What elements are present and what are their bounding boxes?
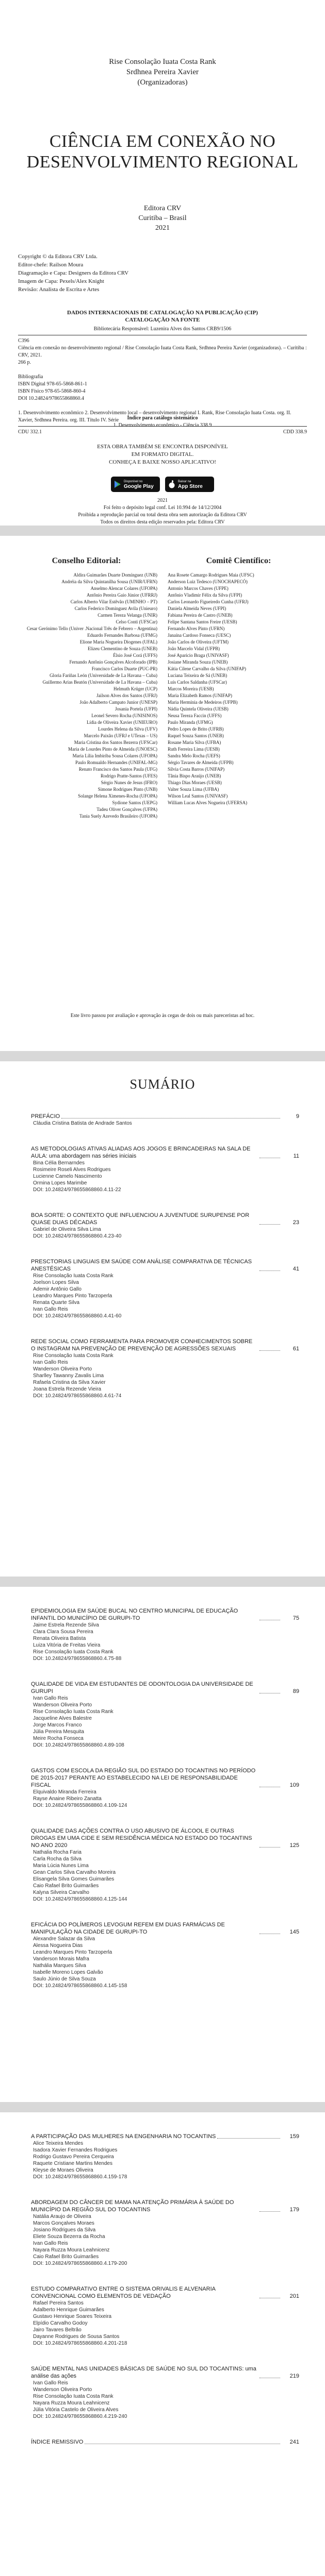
toc-author: Rise Consolação Iuata Costa Rank (33, 1353, 113, 1359)
toc-entry-title: SAÚDE MENTAL NAS UNIDADES BÁSICAS DE SAÚDE NO SUL DO TOCANTINS: uma análise das ações (31, 2366, 256, 2379)
toc-author: Bina Célia Bernarndes (33, 1160, 85, 1166)
toc-author: Gean Carlos Silva Carvalho Moreira (33, 1870, 116, 1875)
board-member: Maria de Lourdes Pinto de Almeida (UNOESC) (68, 747, 157, 752)
toc-entry (31, 2438, 299, 2446)
peer-review-note: Este livro passou por avaliação e aprovação às cegas de dois ou mais pareceristas ad hoc. (70, 1013, 255, 1019)
toc-author: Kleyse de Moraes Oliveira (33, 2167, 93, 2173)
toc-author: Renata Oliveira Batista (33, 1636, 86, 1641)
organizer-2: Srdhnea Pereira Xavier (126, 68, 199, 76)
toc-doi: DOI: 10.24824/978655868860.4.11-22 (33, 1187, 121, 1193)
toc-author: Leandro Marques Pinto Tarzoperla (33, 1950, 112, 1955)
board-member: Neusa Tereza Faccin (UFFS) (168, 713, 222, 718)
toc-author: Josiano Rodrigues da Silva (33, 2227, 96, 2233)
book-title-line-2: DESENVOLVIMENTO REGIONAL (26, 152, 299, 172)
board-member: William Lucas Alves Nogueira (UFERSA) (168, 800, 248, 805)
board-member: Maria Elizabeth Ramos (UNIFAP) (168, 693, 233, 698)
toc-entry (31, 1827, 299, 1903)
google-play-small: Disponível no (124, 480, 143, 483)
scientific-committee-list (163, 572, 315, 806)
toc-author: Rise Consolação Iuata Costa Rank (33, 1709, 113, 1715)
toc-entry-heading[interactable] (31, 2285, 299, 2300)
scientific-committee (163, 556, 315, 820)
board-member: Nádia Quintela Oliveira (UESB) (168, 706, 229, 711)
board-member: Valter Souza Lima (UFBA) (168, 787, 219, 792)
toc-leader-dots (259, 2211, 280, 2212)
toc-author: Gabriel de Oliveira Silva Lima (33, 1227, 101, 1232)
toc-author: Natália Araujo de Oliveira (33, 2214, 91, 2219)
page-copyright (0, 0, 325, 526)
toc-doi: DOI: 10.24824/978655868860.4.125-144 (33, 1896, 127, 1902)
toc-author: Wanderson Oliveira Porto (33, 1366, 92, 1372)
toc-leader-dots (259, 1224, 280, 1225)
page-board (0, 536, 325, 1051)
board-member: Lourdes Helena da Silva (UFV) (98, 726, 157, 732)
catalog-line: C396 (18, 338, 29, 344)
publication-line: 2021 (157, 498, 168, 503)
board-member: Carlos Alberto Vilar Estêvão (UMINHO – PT) (70, 599, 157, 604)
board-member: Francisco Carlos Duarte (PUC-PR) (91, 666, 157, 671)
board-member: Fabiana Pereira de Castro (UNEB) (168, 613, 233, 618)
publication-line: Foi feito o depósito legal conf. Lei 10.994 de 14/12/2004 (103, 505, 222, 511)
copyright-block (18, 252, 307, 294)
toc-page-number: 241 (289, 2439, 299, 2445)
toc-page-number: 9 (296, 1113, 299, 1120)
organizers (0, 57, 325, 88)
board-member: Anderson Luiz Tedesco (UNOCHAPECÓ) (168, 579, 248, 584)
toc-entry-title: ABORDAGEM DO CÂNCER DE MAMA NA ATENÇÃO PRIMÁRIA À SAÚDE DO MUNICÍPIO DA REGIÃO SUL DO TOCANTINS (31, 2199, 234, 2213)
ebook-line: EM FORMATO DIGITAL. (131, 451, 194, 457)
toc-doi: DOI: 10.24824/978655868860.4.23-40 (33, 1233, 122, 1239)
toc-author: Kalyna Silveira Carvalho (33, 1890, 89, 1895)
toc-entry-title: A PARTICIPAÇÃO DAS MULHERES NA ENGENHARIA NO TOCANTINS (31, 2133, 216, 2140)
board-member: Maria Hermínia de Medeiros (UFPB) (168, 700, 238, 705)
catalog-line: 266 p. (18, 360, 31, 365)
toc-author: Dayanne Rodrigues de Sousa Santos (33, 2334, 120, 2340)
board-member: João Carlos de Oliveira (UFTM) (168, 639, 229, 645)
board-member: Simone Rodrigues Pinto (UNB) (98, 787, 157, 792)
toc-author: Leandro Marques Pinto Tarzoperla (33, 1293, 112, 1299)
toc-entry-heading[interactable] (31, 2199, 299, 2213)
toc-author: Jorge Marcos Franco (33, 1722, 82, 1728)
board-member: Josiane Miranda Souza (UNEB) (168, 659, 228, 665)
catalog-line: ISBN Físico 978-65-5868-860-4 (18, 388, 86, 394)
board-member: Carlos Leonardo Figueiredo Cunha (UFRJ) (168, 599, 249, 604)
board-member: Solange Helena Ximenes-Rocha (UFOPA) (78, 793, 157, 799)
catalog-lines (18, 337, 307, 424)
board-member: João Adalberto Campato Junior (UNESP) (79, 700, 157, 705)
editorial-council-title: Conselho Editorial: (52, 556, 121, 565)
toc-entry (31, 1921, 299, 1989)
board-member: Raquel Souza Santos (UNEB) (168, 733, 224, 738)
organizer-1: Rise Consolação Iuata Costa Rank (109, 58, 216, 66)
page-gap (0, 526, 325, 536)
board-member: Fernando Antônio Gonçalves Alcoforado (IPB) (69, 659, 157, 665)
toc-entry (31, 2199, 299, 2267)
cdd-code: CDD 338.9 (283, 429, 307, 435)
toc-doi: DOI: 10.24824/978655868860.4.61-74 (33, 1393, 122, 1399)
google-play-label: Google Play (124, 484, 154, 489)
ebook-line: ESTA OBRA TAMBÉM SE ENCONTRA DISPONÍVEL (97, 444, 228, 450)
board-member: Andréia da Silva Quintanilha Sousa (UNIR/UFRN) (61, 579, 157, 584)
board-member: Kátia Cilene Carvalho da Silva (UNIFAP) (168, 666, 247, 671)
toc-entry (31, 1338, 299, 1399)
toc-author: Cláudia Cristina Batista de Andrade Santos (33, 1121, 132, 1126)
toc-author: Jaime Estrela Rezende Silva (33, 1622, 99, 1628)
board-member: Tadeu Oliver Gonçalves (UFPA) (96, 807, 157, 812)
toc-author: Wanderson Oliveira Porto (33, 2387, 92, 2393)
board-member: Daniela Almeida Neves (UFPI) (168, 606, 226, 611)
board-columns (10, 556, 315, 820)
editorial-council-list (10, 572, 163, 820)
board-member: Lídia de Oliveira Xavier (UNIEURO) (87, 720, 157, 725)
toc-entry-heading[interactable] (31, 1212, 299, 1226)
toc-author: Luiza Vitória de Freitas Vieira (33, 1642, 101, 1648)
board-member: Sérgio Tavares de Almeida (UFPB) (168, 760, 234, 765)
scientific-committee-title: Comitê Científico: (206, 556, 271, 565)
board-member: Rosane Maria Silva (UFBA) (168, 740, 221, 745)
toc-author: Nathalia Rocha Faria (33, 1850, 82, 1855)
toc-list (31, 1113, 299, 1418)
toc-entry-heading[interactable] (31, 2438, 299, 2446)
toc-page-number: 201 (289, 2293, 299, 2299)
toc-author: Adalberto Henrique Guimarães (33, 2307, 104, 2313)
toc-page-number: 159 (289, 2133, 299, 2140)
toc-author: Rosimeire Roseli Alves Rodrigues (33, 1167, 111, 1173)
toc-author: Rafaela Cristina da Silva Xavier (33, 1380, 106, 1385)
catalog-line: Bibliografia (18, 374, 43, 380)
toc-author: Rise Consolação Iuata Costa Rank (33, 1273, 113, 1279)
copyright-line: Editor-chefe: Railson Moura (18, 262, 84, 268)
ebook-notice (0, 443, 325, 466)
toc-entry-title: QUALIDADE DE VIDA EM ESTUDANTES DE ODONTOLOGIA DA UNIVERSIDADE DE GURUPI (31, 1681, 253, 1694)
page-gap (0, 1051, 325, 1061)
board-member: Tânia Bispo Araújo (UNEB) (168, 773, 221, 778)
toc-doi: DOI: 10.24824/978655868860.4.179-200 (33, 2261, 127, 2266)
toc-author: Rafael Pereira Santos (33, 2300, 84, 2306)
toc-doi: DOI: 10.24824/978655868860.4.75-88 (33, 1656, 122, 1662)
toc-page-number: 109 (289, 1782, 299, 1788)
toc-entry (31, 2365, 299, 2420)
toc-doi: DOI: 10.24824/978655868860.4.145-158 (33, 1983, 127, 1989)
toc-leader-dots (259, 1847, 280, 1848)
page-toc-3 (0, 2112, 325, 2576)
toc-author: Ivan Gallo Reis (33, 2380, 68, 2386)
toc-entry-title: GASTOS COM ESCOLA DA REGIÃO SUL DO ESTADO DO TOCANTINS NO PERÍODO DE 2015-2017 PERANTE AO ESTABELECIDO NA LEI DE RESPONSABILIDADE FISCAL (31, 1768, 256, 1788)
board-member: Paulo Miranda (UFMG) (168, 720, 213, 725)
board-member: Eduardo Fernandes Barbosa (UFMG) (87, 633, 157, 638)
board-member: Jailson Alves dos Santos (UFRJ) (96, 693, 157, 698)
board-member: Elione Maria Nogueira Diogenes (UFAL) (79, 639, 157, 645)
toc-leader-dots (259, 1270, 280, 1271)
board-member: Thiago Dias Moraes (UESB) (168, 780, 222, 785)
page-toc-2 (0, 1587, 325, 2102)
toc-author: Alexandre Salazar da Silva (33, 1936, 95, 1942)
toc-author: Alessa Nogueira Dias (33, 1943, 83, 1948)
board-member: Guillermo Arias Beatón (Universidade de La Havana – Cuba) (42, 680, 157, 685)
toc-doi: DOI: 10.24824/978655868860.4.219-240 (33, 2414, 127, 2419)
toc-entry-title: EPIDEMIOLOGIA EM SAÚDE BUCAL NO CENTRO MUNICIPAL DE EDUCAÇÃO INFANTIL DO MUNICÍPIO DE GURUPI-TO (31, 1608, 238, 1621)
toc-entry-title: AS METODOLOGIAS ATIVAS ALIADAS AOS JOGOS E BRINCADEIRAS NA SALA DE AULA: uma abordagem nas séries iniciais (31, 1146, 251, 1159)
catalog-line: Ciência em conexão no desenvolvimento regional / Rise Consolação Iuata Costa Rank, Srdhnea Pereira Xavier (organizadoras). – Curitiba : CRV, 2021. (18, 345, 307, 358)
toc-entry (31, 1681, 299, 1749)
toc-author: Alice Teixeira Mendes (33, 2141, 84, 2146)
board-member: Luís Carlos Saldanha (UFSCar) (168, 680, 227, 685)
board-member: Ruth Ferreira Lima (UESB) (168, 747, 220, 752)
board-member: Celso Conti (UFSCar) (116, 619, 157, 624)
toc-entry-heading[interactable] (31, 1607, 299, 1622)
board-member: Luciana Teixeira de Sá (UNEB) (168, 673, 228, 678)
organizer-role: (Organizadoras) (137, 78, 188, 87)
toc-author: Joelson Lopes Silva (33, 1280, 79, 1285)
toc-author: Renata Quarte Silva (33, 1300, 80, 1306)
toc-author: Isadora Xavier Fernandes Rodrigues (33, 2147, 118, 2153)
toc-entry-heading[interactable] (31, 1338, 299, 1352)
board-member: Sérgio Nunes de Jesus (IFRO) (101, 780, 157, 785)
toc-page-number: 179 (289, 2207, 299, 2213)
catalog-classification (18, 429, 307, 436)
board-member: Marcelo Paixão (UFRJ e UTexas – US) (84, 733, 157, 738)
board-member: Tania Suely Azevedo Brasileiro (UFOPA) (79, 814, 157, 819)
toc-doi: DOI: 10.24824/978655868860.4.41-60 (33, 1313, 122, 1319)
board-member: Leonel Severo Rocha (UNISINOS) (91, 713, 157, 718)
toc-author: Ivan Gallo Reis (33, 1307, 68, 1312)
app-store-small: Baixar na (178, 480, 191, 483)
toc-page-number: 23 (293, 1219, 299, 1226)
toc-author: Nayara Ruzza Moura Leahnicenz (33, 2400, 110, 2406)
toc-entry-title: ESTUDO COMPARATIVO ENTRE O SISTEMA ORIVALIS E ALVENARIA CONVENCIONAL COMO ELEMENTOS DE VEDAÇÃO (31, 2286, 216, 2299)
toc-entry (31, 1607, 299, 1662)
catalog-line: DOI 10.24824/978655868860.4 (18, 396, 85, 401)
app-store-badges (111, 477, 214, 492)
toc-page-number: 61 (293, 1346, 299, 1352)
toc-page-number: 75 (293, 1615, 299, 1621)
board-member: Antonio Marcos Chaves (UFPE) (168, 586, 229, 591)
toc-author: Júlia Pereira Mesquita (33, 1729, 84, 1735)
toc-author: Ivan Gallo Reis (33, 1360, 68, 1365)
board-member: Renato Francisco dos Santos Paula (UFG) (78, 767, 157, 772)
toc-entry-heading[interactable] (31, 2365, 299, 2380)
toc-entry (31, 1113, 299, 1127)
toc-author: Caio Rafael Brito Guimarães (33, 1883, 99, 1889)
google-play-icon (114, 480, 121, 488)
toc-title: SUMÁRIO (129, 1077, 196, 1092)
board-member: Janaína Cardoso Fonseca (UESC) (168, 633, 231, 638)
board-member: Fernando Alves Pinto (UFRN) (168, 626, 225, 631)
toc-author: Jairo Tavares Beltrão (33, 2327, 82, 2333)
editorial-council (10, 556, 163, 820)
board-member: Carlos Federico Dominguez Avila (Unieuro) (74, 606, 157, 611)
toc-author: Nayara Ruzza Moura Leahnicenz (33, 2247, 110, 2253)
board-member: Wilson Leal Santos (UNIVASF) (168, 793, 228, 799)
toc-entry-title: QUALIDADE DAS AÇÕES CONTRA O USO ABUSIVO DE ÁLCOOL E OUTRAS DROGAS EM UMA CIDE E SEM RESIDÊNCIA MÉDICA NO ESTADO DO TOCANTINS NO ANO 2020 (31, 1828, 252, 1849)
toc-author: Sharlley Tawanny Zavalis Lima (33, 1373, 104, 1379)
publisher-year: 2021 (155, 224, 170, 232)
board-member: Felipe Santana Santos Freire (UESB) (168, 619, 237, 624)
toc-author: Rise Consolação Iuata Costa Rank (33, 2394, 113, 2399)
board-member: João Marcelo Vidal (UFPB) (168, 646, 220, 651)
toc-entry-heading[interactable] (31, 1113, 299, 1120)
toc-entry (31, 2133, 299, 2180)
index-line: 1. Desenvolvimento econômico - Ciência 338.9 (113, 422, 212, 428)
page-gap (0, 2102, 325, 2112)
board-member: Elizeu Clementino de Souza (UNEB) (88, 646, 157, 651)
toc-author: Rayse Anaine Ribeiro Zanatta (33, 1796, 102, 1802)
toc-author: Meire Rocha Fonseca (33, 1736, 84, 1741)
toc-author: Caio Rafael Brito Guimarães (33, 2254, 99, 2260)
toc-author: Jacqueline Alves Balestre (33, 1716, 92, 1721)
toc-leader-dots (217, 2138, 280, 2139)
toc-entry-heading[interactable] (31, 1827, 299, 1849)
toc-author: Nathália Marques Silva (33, 1963, 86, 1969)
toc-entry-title: ÍNDICE REMISSIVO (31, 2439, 84, 2445)
board-member: Aldira Guimarães Duarte Domínguez (UNB) (73, 572, 157, 578)
toc-author: Wanderson Oliveira Porto (33, 1702, 92, 1708)
toc-entry (31, 1258, 299, 1319)
publisher-block (0, 204, 325, 233)
toc-page-number: 125 (289, 1842, 299, 1849)
toc-author: Elquivaldo Miranda Ferreira (33, 1789, 96, 1795)
toc-page-number: 89 (293, 1688, 299, 1694)
toc-entry (31, 1145, 299, 1193)
toc-author: Saulo Júnio de Silva Souza (33, 1976, 96, 1982)
toc-author: Ademir Antônio Gallo (33, 1286, 82, 1292)
catalog-line (18, 402, 307, 410)
toc-author: Isabelle Moreno Lopes Galvão (33, 1970, 103, 1975)
board-member: Anselmo Alencar Colares (UFOPA) (90, 586, 157, 591)
app-store-badge[interactable] (165, 477, 214, 492)
copyright-line: Revisão: Analista de Escrita e Artes (18, 286, 100, 293)
toc-entry-title: PREFÁCIO (31, 1113, 60, 1120)
board-member: Pedro Lopes de Brito (UFRB) (168, 726, 224, 732)
toc-entry-heading[interactable] (31, 2133, 299, 2140)
catalog-line: ISBN Digital 978-65-5868-861-1 (18, 381, 87, 387)
toc-page-number: 11 (293, 1153, 299, 1159)
toc-author: Vanderson Morais Mafra (33, 1956, 89, 1962)
toc-doi: DOI: 10.24824/978655868860.4.159-178 (33, 2174, 127, 2180)
publisher-name: Editora CRV (143, 205, 182, 212)
toc-author: Elpídio Carvalho Godoy (33, 2320, 88, 2326)
toc-entry-title: BOA SORTE: O CONTEXTO QUE INFLUENCIOU A JUVENTUDE SURUPENSE POR QUASE DUAS DÉCADAS (31, 1212, 250, 1226)
book-title-line-1: CIÊNCIA EM CONEXÃO NO (49, 132, 276, 151)
toc-entry (31, 1767, 299, 1809)
catalog-librarian: Bibliotecária Responsável: Luzenira Alves dos Santos CRB9/1506 (93, 326, 232, 332)
toc-list (31, 2133, 299, 2464)
catalog-line: 1. Desenvolvimento econômico 2. Desenvolvimento local – desenvolvimento regional I. Rank, Rise Consolação Iuata Costa. org. II. Xavier, Srdhnea Pereira. org. III. Título IV. Série (18, 410, 291, 423)
board-member: Sílvia Costa Barros (UNIFAP) (168, 767, 225, 772)
board-member: Maria Cristina dos Santos Bezerra (UFSCar) (74, 740, 157, 745)
board-member: Gloria Fariñas León (Universidade de La Havana – Cuba) (50, 673, 157, 678)
page-toc-1 (0, 1061, 325, 1577)
toc-page-number: 219 (289, 2373, 299, 2379)
cdu-code: CDU 332.1 (18, 429, 42, 435)
systematic-index (0, 415, 325, 429)
board-member: Maria Lília Imbiriba Sousa Colares (UFOPA) (72, 753, 157, 758)
apple-icon (168, 480, 175, 488)
copyright-line: Imagem de Capa: Pexels/Alex Knight (18, 278, 104, 284)
toc-entry (31, 1212, 299, 1240)
toc-page-number: 145 (289, 1929, 299, 1935)
book-title (0, 131, 325, 173)
publication-line: Todos os direitos desta edição reservados pela: Editora CRV (100, 519, 225, 525)
toc-author: Rodrigo Gustavo Pereira Cerqueira (33, 2154, 114, 2160)
toc-author: Elisangela Silva Gomes Guimarães (33, 1876, 115, 1882)
toc-doi: DOI: 10.24824/978655868860.4.89-108 (33, 1742, 124, 1748)
toc-author: Maria Lúcia Nunes Lima (33, 1863, 89, 1869)
app-store-label: App Store (178, 484, 203, 489)
google-play-badge[interactable] (111, 477, 160, 492)
board-member: José Aparicio Braga (UNIVASF) (168, 653, 229, 658)
toc-doi: DOI: 10.24824/978655868860.4.109-124 (33, 1803, 127, 1808)
copyright-line: Copyright © da Editora CRV Ltda. (18, 253, 98, 260)
toc-author: Marcos Gonçalves Moraes (33, 2221, 94, 2226)
toc-author: Gustavo Henrique Soares Teixeira (33, 2314, 112, 2319)
toc-author: Raquete Cristiane Martins Mendes (33, 2161, 112, 2166)
toc-author: Rise Consolação Iuata Costa Rank (33, 1649, 113, 1655)
board-member: Rodrigo Pratte-Santos (UFES) (101, 773, 157, 778)
toc-author: Carla Rocha da Silva (33, 1856, 82, 1862)
board-member: Paulo Romualdo Hernandes (UNIFAL-MG) (75, 760, 157, 765)
toc-entry-heading[interactable] (31, 1145, 299, 1160)
page-gap (0, 1577, 325, 1587)
board-member: Josania Portela (UFPI) (115, 706, 157, 711)
toc-author: Eliete Souza Bezerra da Rocha (33, 2234, 105, 2240)
board-member: Carmen Tereza Velanga (UNIR) (98, 613, 157, 618)
catalog-line (18, 366, 307, 374)
board-member: Helmuth Krüger (UCP) (113, 686, 157, 691)
toc-entry-heading[interactable] (31, 1681, 299, 1695)
toc-page-number: 41 (293, 1266, 299, 1272)
toc-entry-title: REDE SOCIAL COMO FERRAMENTA PARA PROMOVER CONHECIMENTOS SOBRE O INSTAGRAM NA PREVENÇÃO DE PREVENÇÃO DE AGRESSÕES SEXUAIS (31, 1338, 253, 1352)
board-member: Sandra Melo Rocha (UEFS) (168, 753, 220, 758)
toc-entry-heading[interactable] (31, 1767, 299, 1789)
index-line: Índice para catálogo sistemático (127, 415, 198, 421)
catalog-title: DADOS INTERNACIONAIS DE CATALOGAÇÃO NA PUBLICAÇÃO (CIP) CATALOGAÇÃO NA FONTE (67, 310, 258, 323)
board-member: Antônio Vladimir Félix da Silva (UFPI) (168, 592, 242, 598)
toc-author: Ormina Lopes Marimbe (33, 1180, 87, 1186)
toc-author: Clara Clara Sousa Pereira (33, 1629, 93, 1635)
toc-author: Ivan Gallo Reis (33, 2241, 68, 2246)
toc-entry-title: PRESCTORIAS LINGUAIS EM SAÚDE COM ANÁLISE COMPARATIVA DE TÉCNICAS ANESTÉSICAS (31, 1259, 252, 1272)
toc-entry-heading[interactable] (31, 1258, 299, 1273)
toc-author: Ivan Gallo Reis (33, 1696, 68, 1701)
board-member: Marcos Moreira (UESB) (168, 686, 214, 691)
toc-list (31, 1607, 299, 2008)
toc-author: Júlia Vitória Castelo de Oliveira Alves (33, 2407, 119, 2413)
toc-doi: DOI: 10.24824/978655868860.4.201-218 (33, 2341, 127, 2346)
toc-leader-dots (259, 1350, 280, 1351)
toc-entry-title: EFICÁCIA DO POLÍMEROS LEVOGUM REFEM EM DUAS FARMÁCIAS DE MANIPULAÇÃO NA CIDADE DE GURUPI-TO (31, 1922, 225, 1935)
board-member: Sydione Santos (UEPG) (112, 800, 157, 805)
board-member: Ana Rosete Camargo Rodrigues Maia (UFSC) (168, 572, 254, 578)
publication-line: Proibida a reprodução parcial ou total desta obra sem autorização da Editora CRV (78, 512, 247, 518)
ebook-line: CONHEÇA E BAIXE NOSSO APLICATIVO! (109, 459, 216, 465)
publisher-city: Curitiba – Brasil (138, 214, 187, 222)
board-member: Cesar Gerónimo Tello (Univer .Nacional Três de Febrero – Argentina) (27, 626, 157, 631)
copyright-line: Diagramação e Capa: Designers da Editora CRV (18, 270, 129, 276)
board-member: Antônio Pereira Gaio Júnior (UFRRJ) (87, 592, 157, 598)
toc-entry-heading[interactable] (31, 1921, 299, 1936)
toc-author: Lucienne Camelo Nascimento (33, 1174, 102, 1179)
toc-author: Joana Estrela Rezende Vieira (33, 1386, 102, 1392)
toc-entry (31, 2285, 299, 2347)
board-member: Élsio José Corá (UFFS) (113, 653, 157, 658)
